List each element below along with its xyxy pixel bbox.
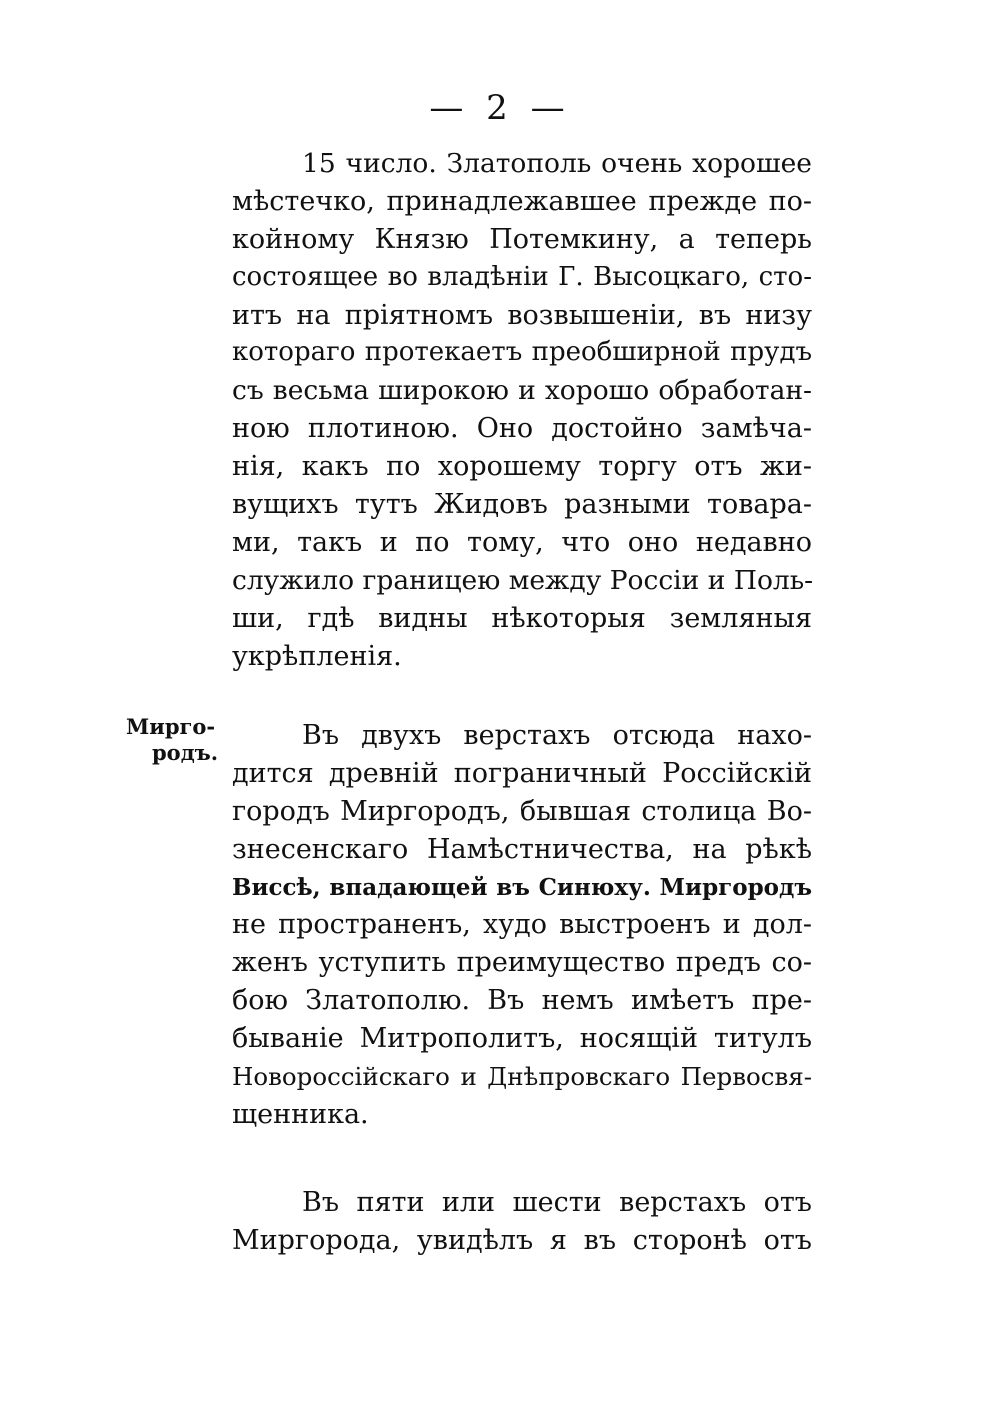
text-line: Виссѣ, впадающей въ Синюху. Миргородъ bbox=[232, 873, 812, 901]
text-line: итъ на пріятномъ возвышеніи, въ низу bbox=[232, 299, 812, 331]
margin-note-line: родъ. bbox=[152, 740, 219, 765]
text-line: койному Князю Потемкину, а теперь bbox=[232, 223, 812, 255]
text-line: съ весьма широкою и хорошо обработан- bbox=[232, 375, 812, 407]
text-line: мѣстечко, принадлежавшее прежде по- bbox=[232, 185, 812, 217]
text-line: знесенскаго Намѣстничества, на рѣкѣ bbox=[232, 833, 812, 865]
paragraph-continuation bbox=[232, 1184, 812, 1260]
text-line: бываніе Митрополитъ, носящій титулъ bbox=[232, 1023, 812, 1055]
text-line: ною плотиною. Оно достойно замѣча- bbox=[232, 413, 812, 445]
text-line: укрѣпленія. bbox=[232, 640, 402, 672]
text-line: ши, гдѣ видны нѣкоторыя земляныя bbox=[232, 602, 812, 634]
text-line: состоящее во владѣніи Г. Высоцкаго, сто- bbox=[232, 261, 812, 292]
text-line: женъ уступить преимущество предъ со- bbox=[232, 947, 812, 979]
text-line: Новороссійскаго и Днѣпровскаго Первосвя- bbox=[232, 1062, 812, 1092]
text-line: котораго протекаетъ преобширной прудъ bbox=[232, 337, 812, 368]
text-line: не пространенъ, худо выстроенъ и дол- bbox=[232, 909, 812, 941]
page-number: — 2 — bbox=[429, 88, 571, 128]
margin-note-mirgorod bbox=[126, 714, 226, 766]
text-line: бою Златополю. Въ немъ имѣетъ пре- bbox=[232, 985, 812, 1017]
text-line: ми, такъ и по тому, что оно недавно bbox=[232, 526, 812, 558]
text-line: Миргорода, увидѣлъ я въ сторонѣ отъ bbox=[232, 1224, 812, 1256]
text-line: Въ пяти или шести верстахъ отъ bbox=[302, 1187, 812, 1218]
paragraph-zlatopol bbox=[232, 145, 812, 675]
text-line: дится древній пограничный Россійскій bbox=[232, 757, 812, 789]
text-line: городъ Миргородъ, бывшая столица Во- bbox=[232, 795, 812, 827]
text-line: служило границею между Россіи и Поль- bbox=[232, 564, 814, 596]
text-line: вущихъ тутъ Жидовъ разными товара- bbox=[232, 489, 812, 521]
margin-note-line: Мирго- bbox=[126, 714, 216, 739]
paragraph-mirgorod bbox=[232, 717, 812, 1134]
text-line: щенника. bbox=[232, 1098, 369, 1130]
text-line: 15 число. Златополь очень хорошее bbox=[302, 148, 812, 179]
text-line: Въ двухъ верстахъ отсюда нахо- bbox=[302, 720, 812, 751]
text-line: нія, какъ по хорошему торгу отъ жи- bbox=[232, 451, 812, 483]
